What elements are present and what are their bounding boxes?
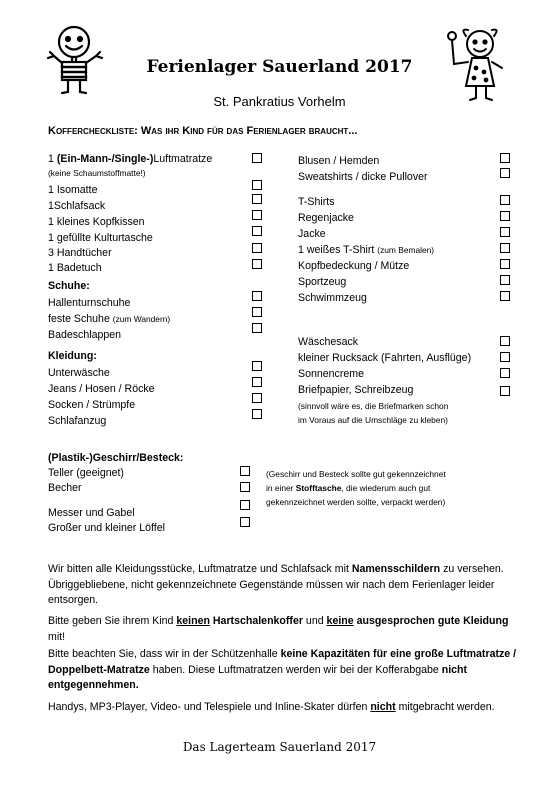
checkbox[interactable] <box>500 227 510 237</box>
list-item: 1 Isomatte <box>48 184 98 196</box>
section-heading-geschirr: (Plastik-)Geschirr/Besteck: <box>48 452 184 464</box>
note-text-bold: Stofftasche <box>295 483 342 493</box>
list-item: Hallenturnschuhe <box>48 297 131 309</box>
list-item: Schwimmzeug <box>298 292 367 304</box>
para-text-bold: nicht entgegennehmen. <box>48 663 468 691</box>
checklist-heading-part1: Kofferchecklist <box>48 125 129 137</box>
para-text: Handys, MP3-Player, Video- und Telespiele und Inline-Skater dürfen <box>48 701 371 713</box>
item-text: Luftmatratze <box>153 153 213 165</box>
list-item: Sonnencreme <box>298 368 364 380</box>
section-heading-schuhe: Schuhe: <box>48 280 90 292</box>
list-item: Sportzeug <box>298 276 347 288</box>
checkbox[interactable] <box>252 226 262 236</box>
list-item: Wäschesack <box>298 336 359 348</box>
list-item: Schlafanzug <box>48 415 107 427</box>
para-text: Wir bitten alle Kleidungsstücke, Luftmatratze und Schlafsack mit <box>48 563 352 575</box>
checkbox[interactable] <box>252 323 262 333</box>
item-luftmatratze <box>48 153 212 166</box>
paragraph-handys <box>48 700 518 716</box>
checkbox[interactable] <box>500 336 510 346</box>
para-text-bold-underlined: keinen <box>176 615 210 627</box>
checkbox[interactable] <box>252 393 262 403</box>
list-item: Badeschlappen <box>48 329 122 341</box>
item-note: (zum Bemalen) <box>377 245 435 255</box>
checkbox[interactable] <box>500 153 510 163</box>
list-item: Sweatshirts / dicke Pullover <box>298 171 428 183</box>
checkbox[interactable] <box>500 243 510 253</box>
checkbox[interactable] <box>500 168 510 178</box>
item-text: 1 <box>48 153 57 165</box>
note-text: in einer <box>266 483 296 493</box>
list-item: Jeans / Hosen / Röcke <box>48 383 155 395</box>
checkbox[interactable] <box>500 352 510 362</box>
list-item: Teller (geeignet) <box>48 467 124 479</box>
para-text: mit! <box>48 630 66 643</box>
item-note: (zum Wandern) <box>112 314 171 324</box>
list-item: 3 Handtücher <box>48 247 112 259</box>
checklist-heading <box>48 125 357 137</box>
list-item: 1 gefüllte Kulturtasche <box>48 232 153 244</box>
para-text-bold: keine Kapazitäten für eine große Luftmatratze / Doppelbett-Matratze <box>48 648 517 676</box>
checkbox[interactable] <box>252 377 262 387</box>
checkbox[interactable] <box>500 211 510 221</box>
list-item: Briefpapier, Schreibzeug <box>298 384 414 396</box>
list-item: Kopfbedeckung / Mütze <box>298 260 410 272</box>
checkbox[interactable] <box>500 195 510 205</box>
para-text-bold: Hartschalenkoffer <box>209 615 303 627</box>
item-text-bold: (Ein-Mann-/Single-) <box>56 153 154 165</box>
checkbox[interactable] <box>252 243 262 253</box>
note-text: , die wiederum auch gut <box>341 483 431 493</box>
item-note: im Voraus auf die Umschläge zu kleben) <box>298 415 448 425</box>
list-item: Jacke <box>298 228 326 240</box>
para-text-bold-underlined: keine <box>326 615 354 627</box>
list-item: Blusen / Hemden <box>298 155 380 167</box>
checkbox[interactable] <box>240 466 250 476</box>
item-text: feste Schuhe <box>48 313 113 325</box>
item-note: (sinnvoll wäre es, die Briefmarken schon <box>298 401 449 411</box>
checkbox[interactable] <box>240 500 250 510</box>
checkbox[interactable] <box>252 194 262 204</box>
checkbox[interactable] <box>500 291 510 301</box>
list-item <box>48 313 170 326</box>
checkbox[interactable] <box>500 275 510 285</box>
checkbox[interactable] <box>240 517 250 527</box>
checkbox[interactable] <box>252 210 262 220</box>
list-item: 1 kleines Kopfkissen <box>48 216 145 228</box>
geschirr-note-line2 <box>266 482 430 495</box>
page-title: Ferienlager Sauerland 2017 <box>146 57 413 77</box>
para-text: mitgebracht werden. <box>395 701 495 713</box>
paragraph-namensschilder <box>48 562 518 609</box>
section-heading-kleidung: Kleidung: <box>48 350 97 362</box>
checkbox[interactable] <box>240 482 250 492</box>
para-text-bold: Namensschildern <box>351 563 441 575</box>
checkbox[interactable] <box>252 409 262 419</box>
checklist-heading-part2: e: Was ihr Kind für das Ferienlager braucht... <box>128 125 358 137</box>
list-item: Unterwäsche <box>48 367 110 379</box>
para-text: und <box>302 615 327 627</box>
para-text: Bitte beachten Sie, dass wir in der Schützenhalle <box>48 648 281 660</box>
checkbox[interactable] <box>500 368 510 378</box>
para-text-bold: ausgesprochen gute Kleidung <box>353 615 509 627</box>
list-item <box>298 244 434 257</box>
list-item: Socken / Strümpfe <box>48 399 136 411</box>
geschirr-note-line3: gekennzeichnet werden sollte, verpackt werden) <box>266 497 446 507</box>
footer-signature: Das Lagerteam Sauerland 2017 <box>182 740 377 754</box>
para-text: haben. Diese Luftmatratzen werden wir bei der Kofferabgabe <box>149 663 442 676</box>
geschirr-note-line1: (Geschirr und Besteck sollte gut gekennzeichnet <box>266 469 446 479</box>
checkbox[interactable] <box>252 307 262 317</box>
paragraph-hartschalenkoffer <box>48 614 518 645</box>
list-item: 1 Badetuch <box>48 262 102 274</box>
checkbox[interactable] <box>252 153 262 163</box>
para-text: Bitte geben Sie ihrem Kind <box>48 615 177 627</box>
list-item: 1Schlafsack <box>48 200 106 212</box>
checkbox[interactable] <box>252 259 262 269</box>
list-item: kleiner Rucksack (Fahrten, Ausflüge) <box>298 352 472 364</box>
para-text-bold-underlined: nicht <box>370 701 396 713</box>
item-note: (keine Schaumstoffmatte!) <box>48 168 146 178</box>
list-item: Großer und kleiner Löffel <box>48 522 165 534</box>
list-item: Regenjacke <box>298 212 354 224</box>
checkbox[interactable] <box>500 259 510 269</box>
item-text: 1 weißes T-Shirt <box>298 244 378 256</box>
checkbox[interactable] <box>500 386 510 396</box>
page-subtitle: St. Pankratius Vorhelm <box>213 94 346 109</box>
list-item: T-Shirts <box>298 196 335 208</box>
para-text: zu versehen. Übriggebliebene, nicht gekennzeichnete Gegenstände müssen wir nach dem Ferienlager leider entsorgen. <box>48 563 504 606</box>
checkbox[interactable] <box>252 361 262 371</box>
checkbox[interactable] <box>252 291 262 301</box>
list-item: Messer und Gabel <box>48 507 135 519</box>
checkbox[interactable] <box>252 180 262 190</box>
paragraph-luftmatratze <box>48 647 518 694</box>
list-item: Becher <box>48 482 82 494</box>
